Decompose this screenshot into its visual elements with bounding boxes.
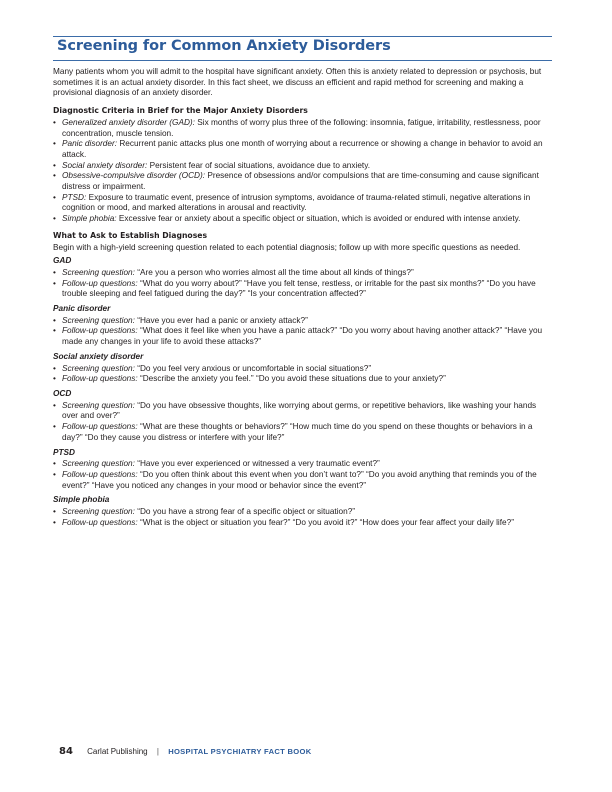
criteria-text: Presence of obsessions and/or compulsions that are time-consuming and cause significant distress or impairment. xyxy=(62,171,539,192)
question-text: “Have you ever experienced or witnessed a very traumatic event?” xyxy=(134,459,380,469)
bullet-icon: • xyxy=(53,160,56,170)
question-term: Screening question: xyxy=(62,363,135,373)
question-term: Screening question: xyxy=(62,315,135,325)
question-text: “Do you have a strong fear of a specific object or situation?” xyxy=(134,507,356,517)
question-text: “What is the object or situation you fear?” “Do you avoid it?” “How does your fear affect your daily life?” xyxy=(137,517,514,527)
question-term: Follow-up questions: xyxy=(62,326,138,336)
question-text: “Do you have obsessive thoughts, like worrying about germs, or repetitive behaviors, like washing your hands over and over?” xyxy=(62,400,537,421)
question-list xyxy=(53,401,552,444)
question-list xyxy=(53,316,552,348)
bullet-icon: • xyxy=(53,517,56,527)
page-number: 84 xyxy=(59,746,73,757)
question-text: “Do you often think about this event when you don’t want to?” “Do you avoid anything that reminds you of the event?” “Have you noticed any changes in your mood or behavior since the event?” xyxy=(62,469,537,490)
bullet-icon: • xyxy=(53,267,56,277)
disorder-subheading: OCD xyxy=(53,388,72,398)
question-text: “Have you ever had a panic or anxiety attack?” xyxy=(134,315,308,325)
question-term: Screening question: xyxy=(62,459,135,469)
criteria-heading: Diagnostic Criteria in Brief for the Major Anxiety Disorders xyxy=(53,106,308,116)
question-item xyxy=(53,507,552,518)
criteria-text: Excessive fear or anxiety about a specific object or situation, which is avoided or endured with intense anxiety. xyxy=(116,214,521,224)
question-term: Follow-up questions: xyxy=(62,517,138,527)
disorder-subheading: Social anxiety disorder xyxy=(53,351,144,361)
main-content xyxy=(53,67,552,532)
question-item xyxy=(53,374,552,385)
question-text: “What does it feel like when you have a panic attack?” “Do you worry about having another attack?” “Have you made any changes in your life to avoid these attacks?” xyxy=(62,326,543,347)
disorder-subheading: GAD xyxy=(53,256,72,266)
bullet-icon: • xyxy=(53,507,56,517)
bullet-icon: • xyxy=(53,139,56,149)
question-text: “Describe the anxiety you feel.” “Do you avoid these situations due to your anxiety?” xyxy=(137,374,446,384)
question-term: Screening question: xyxy=(62,507,135,517)
criteria-text: Persistent fear of social situations, avoidance due to anxiety. xyxy=(147,160,371,170)
bullet-icon: • xyxy=(53,171,56,181)
criteria-term: Social anxiety disorder: xyxy=(62,160,148,170)
criteria-list xyxy=(53,118,552,225)
bullet-icon: • xyxy=(53,192,56,202)
criteria-item xyxy=(53,161,552,172)
question-item xyxy=(53,268,552,279)
question-text: “What do you worry about?” “Have you felt tense, restless, or irritable for the past six months?” “Do you have trouble sleeping and feel fatigued during the day?” “Is your concentration affected?” xyxy=(62,278,536,299)
question-term: Follow-up questions: xyxy=(62,422,138,432)
bullet-icon: • xyxy=(53,278,56,288)
bullet-icon: • xyxy=(53,363,56,373)
criteria-item xyxy=(53,214,552,225)
bullet-icon: • xyxy=(53,374,56,384)
question-term: Follow-up questions: xyxy=(62,278,138,288)
bullet-icon: • xyxy=(53,422,56,432)
ask-groups xyxy=(53,256,552,528)
question-list xyxy=(53,364,552,385)
publisher-name: Carlat Publishing xyxy=(87,747,148,756)
question-list xyxy=(53,459,552,491)
criteria-term: Generalized anxiety disorder (GAD): xyxy=(62,117,195,127)
bullet-icon: • xyxy=(53,400,56,410)
book-title: HOSPITAL PSYCHIATRY FACT BOOK xyxy=(168,747,312,756)
criteria-text: Six months of worry plus three of the following: insomnia, fatigue, irritability, restlessness, poor concentration, muscle tension. xyxy=(62,117,541,138)
criteria-term: Obsessive-compulsive disorder (OCD): xyxy=(62,171,206,181)
criteria-item xyxy=(53,171,552,192)
disorder-subheading: Panic disorder xyxy=(53,304,111,314)
question-item xyxy=(53,470,552,491)
question-item xyxy=(53,401,552,422)
intro-paragraph: Many patients whom you will admit to the hospital have significant anxiety. Often this is anxiety related to depression or psychosis, but sometimes it is an actual anxiety disorder. In this fact sheet, we discuss an efficient and rapid method for screening and making a provisional diagnosis of an anxiety disorder. xyxy=(53,67,542,98)
question-text: “Are you a person who worries almost all the time about all kinds of things?” xyxy=(134,267,414,277)
criteria-text: Exposure to traumatic event, presence of intrusion symptoms, avoidance of trauma-related stimuli, negative alterations in cognition or mood, and marked alterations in arousal and reactivity. xyxy=(62,192,531,213)
question-item xyxy=(53,326,552,347)
question-term: Screening question: xyxy=(62,400,135,410)
ask-heading: What to Ask to Establish Diagnoses xyxy=(53,230,208,240)
criteria-term: PTSD: xyxy=(62,192,87,202)
bullet-icon: • xyxy=(53,117,56,127)
criteria-item xyxy=(53,193,552,214)
question-item xyxy=(53,364,552,375)
criteria-term: Panic disorder: xyxy=(62,139,118,149)
top-rule xyxy=(53,36,552,37)
title-rule xyxy=(53,60,552,61)
disorder-subheading: PTSD xyxy=(53,447,76,457)
question-text: “What are these thoughts or behaviors?” “How much time do you spend on these thoughts or behaviors in a day?” “Do they cause you distress or interfere with your life?” xyxy=(62,422,533,442)
question-item xyxy=(53,459,552,470)
bullet-icon: • xyxy=(53,459,56,469)
footer-separator: | xyxy=(156,747,159,756)
question-term: Follow-up questions: xyxy=(62,374,138,384)
bullet-icon: • xyxy=(53,214,56,224)
question-item xyxy=(53,316,552,327)
question-list xyxy=(53,507,552,528)
bullet-icon: • xyxy=(53,315,56,325)
disorder-subheading: Simple phobia xyxy=(53,495,110,505)
criteria-text: Recurrent panic attacks plus one month of worrying about a recurrence or showing a change in behavior to avoid an attack. xyxy=(62,139,543,159)
criteria-item xyxy=(53,118,552,139)
page-footer xyxy=(59,746,311,757)
question-list xyxy=(53,268,552,300)
criteria-term: Simple phobia: xyxy=(62,214,117,224)
ask-intro: Begin with a high-yield screening question related to each potential diagnosis; follow up with more specific questions as needed. xyxy=(53,242,521,252)
bullet-icon: • xyxy=(53,326,56,336)
question-item xyxy=(53,518,552,529)
question-item xyxy=(53,279,552,300)
page-title: Screening for Common Anxiety Disorders xyxy=(57,38,391,54)
question-item xyxy=(53,422,552,443)
bullet-icon: • xyxy=(53,469,56,479)
question-text: “Do you feel very anxious or uncomfortable in social situations?” xyxy=(134,363,372,373)
question-term: Screening question: xyxy=(62,267,135,277)
question-term: Follow-up questions: xyxy=(62,469,138,479)
criteria-item xyxy=(53,139,552,160)
